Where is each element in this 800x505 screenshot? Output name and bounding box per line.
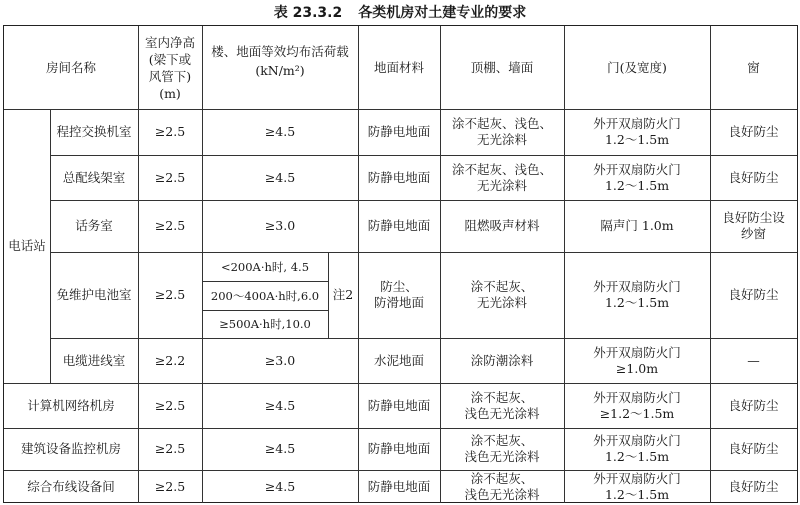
ceiling-wall	[440, 200, 564, 252]
ceiling-wall-text: 浅色无光涂料	[464, 449, 540, 464]
load-value-text: ≥4.5	[264, 441, 296, 456]
window-spec	[710, 200, 797, 252]
height-value-text: ≥2.5	[154, 169, 186, 185]
room-name-text: 综合布线设备间	[27, 478, 115, 494]
window-spec-text: 纱窗	[740, 226, 766, 241]
room-name-text: 话务室	[75, 218, 113, 233]
battery-load-value	[202, 310, 328, 338]
load-value	[202, 383, 358, 428]
table-title	[0, 3, 800, 23]
floor-material	[358, 383, 440, 428]
floor-material-text: 防静电地面	[367, 169, 431, 185]
load-note-text: 注2	[332, 287, 354, 302]
height-value-text: ≥2.5	[154, 441, 186, 456]
window-spec-text: 良好防尘	[728, 441, 779, 456]
door-spec-text: 外开双扇防火门	[593, 344, 681, 360]
header-room-name	[4, 26, 138, 109]
height-value	[138, 200, 202, 252]
ceiling-wall-text: 涂不起灰、	[470, 389, 534, 405]
height-value	[138, 470, 202, 503]
door-spec-text: 外开双扇防火门	[593, 161, 681, 177]
ceiling-wall-text: 涂不起灰、浅色、	[451, 116, 552, 131]
room-name-text: 程控交换机室	[56, 124, 132, 139]
header-height-line: 室内净高	[144, 34, 195, 50]
window-spec	[710, 155, 797, 200]
load-note	[328, 252, 358, 338]
room-name	[50, 155, 138, 200]
battery-load-value	[202, 281, 328, 310]
door-spec-text: 1.2～1.5m	[604, 295, 670, 310]
table-number: 表 23.3.2	[273, 5, 343, 21]
window-spec	[710, 109, 797, 155]
room-name-text: 总配线架室	[62, 169, 126, 185]
header-window-text: 窗	[747, 59, 760, 75]
window-spec	[710, 252, 797, 338]
ceiling-wall-text: 无光涂料	[476, 177, 527, 193]
floor-material	[358, 109, 440, 155]
ceiling-wall-text: 涂不起灰、浅色、	[451, 161, 552, 177]
height-value	[138, 109, 202, 155]
header-floor	[358, 26, 440, 109]
door-spec-text: 1.2～1.5m	[604, 486, 670, 502]
door-spec-text: 1.2～1.5m	[604, 177, 670, 193]
group-label-telephone-station	[4, 109, 50, 383]
door-spec	[564, 338, 710, 383]
window-spec	[710, 428, 797, 470]
battery-load-text: <200A·h时, 4.5	[220, 259, 310, 274]
window-spec-text: —	[747, 352, 760, 368]
floor-material	[358, 252, 440, 338]
floor-material-text: 防静电地面	[367, 397, 431, 413]
floor-material-text: 防静电地面	[367, 478, 431, 494]
height-value-text: ≥2.5	[154, 478, 186, 494]
door-spec-text: 外开双扇防火门	[593, 470, 681, 486]
door-spec	[564, 252, 710, 338]
door-spec-text: 1.2～1.5m	[604, 132, 670, 147]
ceiling-wall	[440, 470, 564, 503]
floor-material-text: 水泥地面	[373, 352, 424, 368]
room-name-text: 电缆进线室	[62, 352, 126, 368]
ceiling-wall-text: 涂不起灰、	[470, 433, 534, 448]
door-spec	[564, 383, 710, 428]
ceiling-wall-text: 涂防潮涂料	[470, 352, 534, 368]
room-name	[50, 338, 138, 383]
load-value-text: ≥4.5	[264, 124, 296, 139]
header-load	[202, 26, 358, 109]
height-value-text: ≥2.5	[154, 218, 186, 233]
door-spec-text: ≥1.2～1.5m	[599, 405, 675, 421]
door-spec-text: ≥1.0m	[615, 360, 659, 376]
room-name	[50, 200, 138, 252]
floor-material	[358, 470, 440, 503]
room-name	[50, 109, 138, 155]
load-value	[202, 470, 358, 503]
door-spec	[564, 109, 710, 155]
ceiling-wall	[440, 428, 564, 470]
ceiling-wall	[440, 155, 564, 200]
window-spec	[710, 338, 797, 383]
room-name-text: 建筑设备监控机房	[20, 441, 121, 456]
window-spec-text: 良好防尘	[728, 397, 779, 413]
height-value-text: ≥2.5	[154, 124, 186, 139]
group-label-text: 电话站	[8, 238, 46, 253]
height-value	[138, 252, 202, 338]
load-value-text: ≥4.5	[264, 478, 296, 494]
ceiling-wall	[440, 252, 564, 338]
ceiling-wall-text: 浅色无光涂料	[464, 486, 540, 502]
floor-material-text: 防尘、	[380, 279, 418, 294]
door-spec-text: 外开双扇防火门	[593, 433, 681, 448]
window-spec-text: 良好防尘	[728, 478, 779, 494]
door-spec-text: 外开双扇防火门	[593, 116, 681, 131]
window-spec-text: 良好防尘	[728, 169, 779, 185]
header-door-text: 门(及宽度)	[607, 59, 667, 75]
door-spec	[564, 428, 710, 470]
window-spec	[710, 470, 797, 503]
door-spec-text: 1.2～1.5m	[604, 449, 670, 464]
window-spec-text: 良好防尘设	[722, 210, 785, 225]
window-spec-text: 良好防尘	[728, 124, 779, 139]
battery-load-text: 200～400A·h时,6.0	[210, 288, 320, 303]
height-value	[138, 155, 202, 200]
load-value	[202, 338, 358, 383]
load-value	[202, 155, 358, 200]
header-window	[710, 26, 797, 109]
height-value	[138, 338, 202, 383]
room-name	[50, 252, 138, 338]
header-door	[564, 26, 710, 109]
ceiling-wall	[440, 109, 564, 155]
floor-material	[358, 200, 440, 252]
header-height-line: (梁下或	[148, 51, 192, 67]
floor-material-text: 防静电地面	[367, 124, 431, 139]
ceiling-wall	[440, 383, 564, 428]
ceiling-wall-text: 无光涂料	[476, 132, 527, 147]
floor-material-text: 防静电地面	[367, 441, 431, 456]
door-spec-text: 外开双扇防火门	[593, 389, 681, 405]
floor-material	[358, 428, 440, 470]
ceiling-wall-text: 阻燃吸声材料	[464, 218, 540, 233]
header-ceiling	[440, 26, 564, 109]
floor-material	[358, 155, 440, 200]
ceiling-wall-text: 浅色无光涂料	[464, 405, 540, 421]
header-load-unit: (kN/m²)	[255, 63, 305, 78]
height-value-text: ≥2.2	[154, 352, 186, 368]
load-value	[202, 109, 358, 155]
load-value-text: ≥4.5	[264, 397, 296, 413]
door-spec-text: 隔声门 1.0m	[600, 218, 674, 233]
header-height-line: (m)	[159, 85, 181, 101]
ceiling-wall-text: 无光涂料	[476, 295, 527, 310]
door-spec	[564, 470, 710, 503]
room-name-text: 免维护电池室	[56, 287, 132, 302]
header-height-line: 风管下)	[148, 68, 192, 84]
door-spec	[564, 200, 710, 252]
header-room-text: 房间名称	[45, 59, 96, 75]
table-caption: 各类机房对土建专业的要求	[358, 5, 527, 21]
header-ceiling-text: 顶棚、墙面	[470, 59, 534, 75]
room-name	[4, 383, 138, 428]
battery-load-text: ≥500A·h时,10.0	[219, 317, 311, 331]
window-spec	[710, 383, 797, 428]
door-spec	[564, 155, 710, 200]
floor-material-text: 防静电地面	[367, 218, 431, 233]
room-name-text: 计算机网络机房	[27, 397, 115, 413]
door-spec-text: 外开双扇防火门	[593, 279, 681, 294]
header-floor-text: 地面材料	[373, 59, 424, 75]
height-value-text: ≥2.5	[154, 397, 186, 413]
load-value	[202, 200, 358, 252]
height-value-text: ≥2.5	[154, 287, 186, 302]
load-value-text: ≥3.0	[264, 352, 296, 368]
load-value-text: ≥4.5	[264, 169, 296, 185]
height-value	[138, 383, 202, 428]
height-value	[138, 428, 202, 470]
header-load-line: 楼、地面等效均布活荷载	[211, 44, 349, 59]
floor-material-text: 防滑地面	[373, 295, 424, 310]
ceiling-wall	[440, 338, 564, 383]
floor-material	[358, 338, 440, 383]
window-spec-text: 良好防尘	[728, 287, 779, 302]
header-height	[138, 26, 202, 109]
ceiling-wall-text: 涂不起灰、	[470, 470, 534, 486]
ceiling-wall-text: 涂不起灰、	[470, 279, 534, 294]
room-name	[4, 428, 138, 470]
load-value	[202, 428, 358, 470]
load-value-text: ≥3.0	[264, 218, 296, 233]
room-name	[4, 470, 138, 503]
battery-load-value	[202, 252, 328, 281]
